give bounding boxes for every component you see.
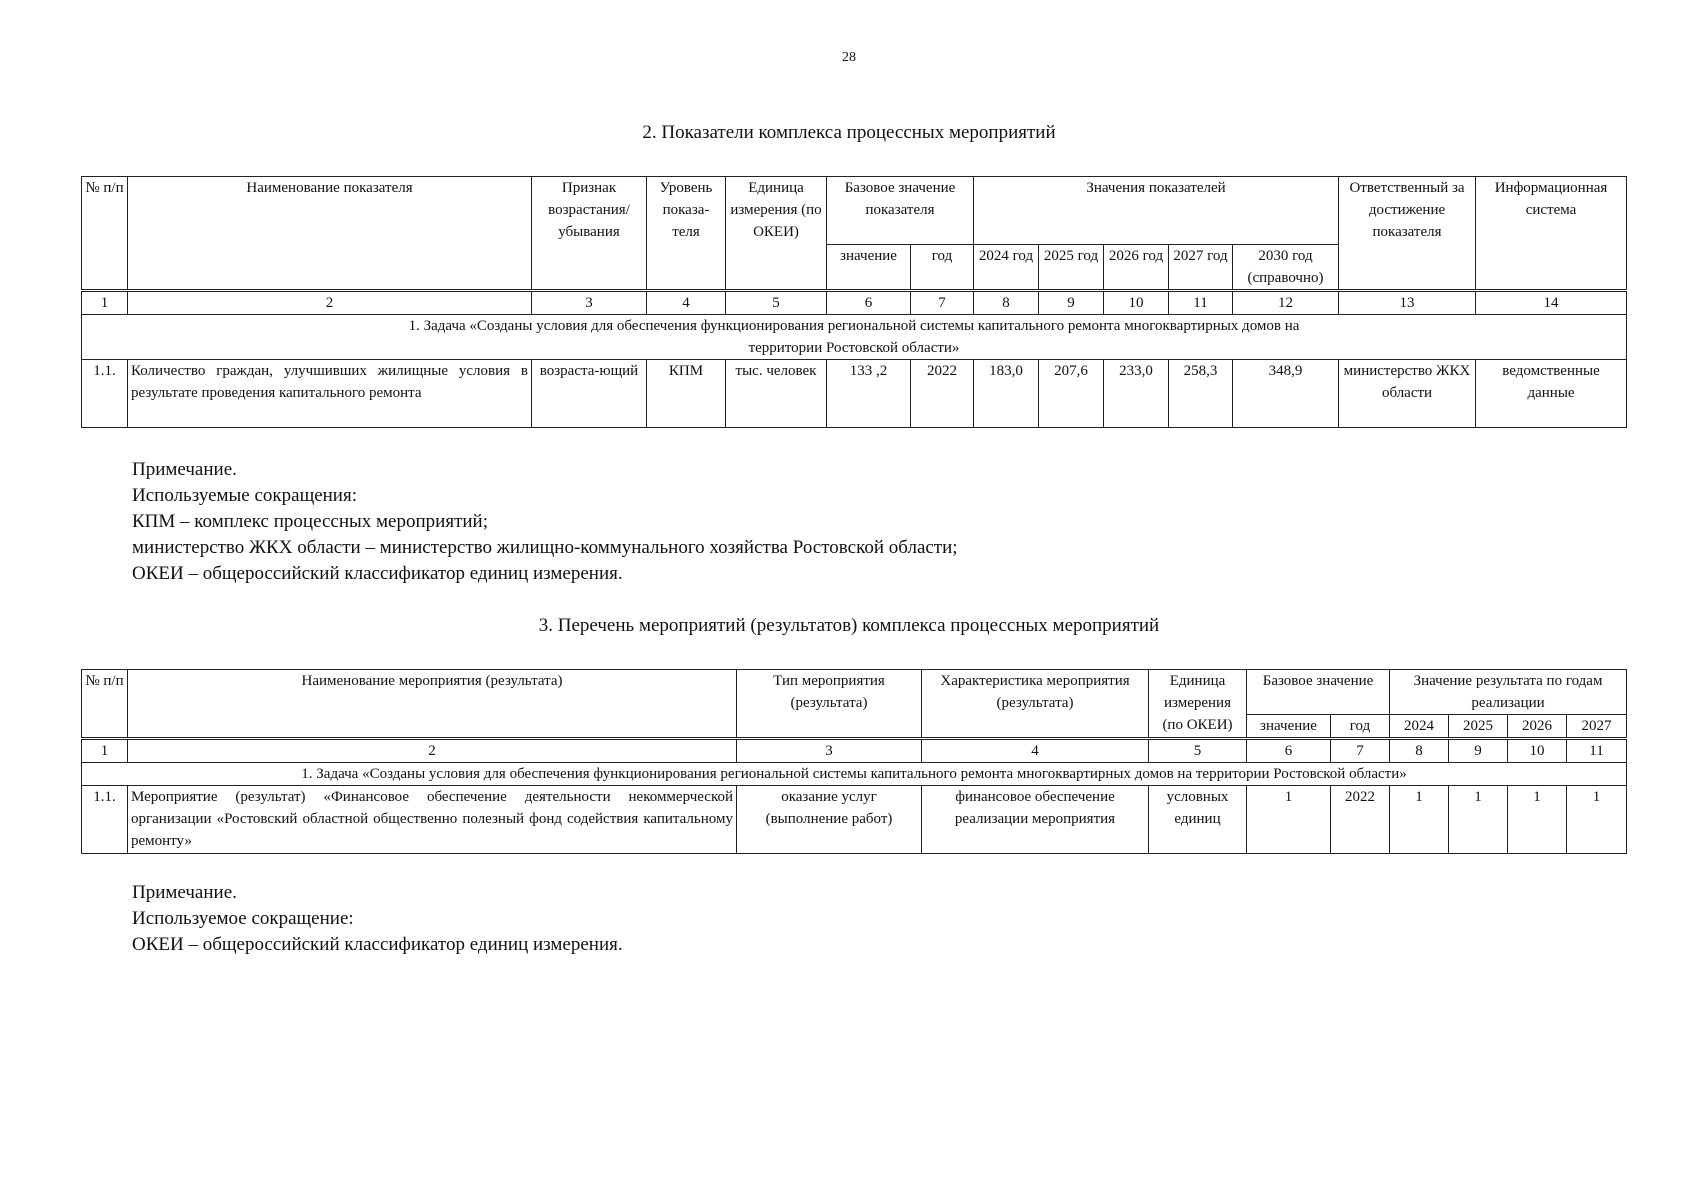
header-indicator-name: Наименование показателя (128, 177, 532, 291)
row-infosys: ведомственные данные (1476, 360, 1627, 428)
column-number: 4 (647, 291, 726, 315)
row-base-year: 2022 (911, 360, 974, 428)
header-num: № п/п (82, 177, 128, 291)
column-number: 6 (1247, 739, 1331, 763)
column-number: 11 (1567, 739, 1627, 763)
header-2024: 2024 год (974, 245, 1039, 291)
column-number: 5 (1149, 739, 1247, 763)
row-base-value: 1 (1247, 786, 1331, 854)
header-2025: 2025 год (1039, 245, 1104, 291)
header-base-value: значение (827, 245, 911, 291)
row-num: 1.1. (82, 360, 128, 428)
column-number: 6 (827, 291, 911, 315)
row-level: КПМ (647, 360, 726, 428)
indicators-table (81, 176, 1627, 428)
task-row: 1. Задача «Созданы условия для обеспечения функционирования региональной системы капитального ремонта многоквартирных домов на территории Ростовской области» (82, 763, 1627, 786)
row-value-2026: 233,0 (1104, 360, 1169, 428)
column-number: 4 (922, 739, 1149, 763)
column-number: 5 (726, 291, 827, 315)
row-num: 1.1. (82, 786, 128, 854)
column-number: 3 (737, 739, 922, 763)
header-activity-name: Наименование мероприятия (результата) (128, 670, 737, 739)
row-unit: тыс. человек (726, 360, 827, 428)
row-value-2025: 207,6 (1039, 360, 1104, 428)
note-line: министерство ЖКХ области – министерство жилищно-коммунального хозяйства Ростовской области; (132, 537, 958, 558)
header-base-year: год (911, 245, 974, 291)
notes-section-3 (132, 880, 623, 958)
column-number: 10 (1104, 291, 1169, 315)
row-activity-name: Мероприятие (результат) «Финансовое обеспечение деятельности некоммерческой организации «Ростовский областной общественно полезный фонд содействия капитальному ремонту» (128, 786, 737, 854)
header-characteristic: Характеристика мероприятия (результата) (922, 670, 1149, 739)
note-line: ОКЕИ – общероссийский классификатор единиц измерения. (132, 563, 623, 584)
header-2027: 2027 год (1169, 245, 1233, 291)
header-base: Базовое значение (1247, 670, 1390, 715)
column-number: 7 (1331, 739, 1390, 763)
note-line: ОКЕИ – общероссийский классификатор единиц измерения. (132, 934, 623, 955)
header-base-year: год (1331, 715, 1390, 739)
column-number: 3 (532, 291, 647, 315)
column-number: 8 (974, 291, 1039, 315)
row-value-2025: 1 (1449, 786, 1508, 854)
header-trend: Признак возрастания/ убывания (532, 177, 647, 291)
activities-table (81, 669, 1627, 854)
header-values: Значение результата по годам реализации (1390, 670, 1627, 715)
column-number: 13 (1339, 291, 1476, 315)
header-base-value: значение (1247, 715, 1331, 739)
notes-section-2 (132, 457, 958, 587)
row-value-2024: 1 (1390, 786, 1449, 854)
header-2025: 2025 (1449, 715, 1508, 739)
row-indicator-name: Количество граждан, улучшивших жилищные условия в результате проведения капитального ремонта (128, 360, 532, 428)
column-number: 9 (1039, 291, 1104, 315)
column-number: 1 (82, 291, 128, 315)
note-line: Используемое сокращение: (132, 908, 354, 929)
page-number: 28 (842, 50, 856, 65)
row-value-2027: 1 (1567, 786, 1627, 854)
row-activity-type: оказание услуг (выполнение работ) (737, 786, 922, 854)
note-line: Примечание. (132, 882, 237, 903)
header-infosys: Информационная система (1476, 177, 1627, 291)
header-responsible: Ответственный за достижение показателя (1339, 177, 1476, 291)
column-number: 2 (128, 739, 737, 763)
header-num: № п/п (82, 670, 128, 739)
header-2026: 2026 год (1104, 245, 1169, 291)
row-trend: возраста-ющий (532, 360, 647, 428)
header-base: Базовое значение показателя (827, 177, 974, 245)
row-base-year: 2022 (1331, 786, 1390, 854)
row-value-2024: 183,0 (974, 360, 1039, 428)
column-number: 2 (128, 291, 532, 315)
row-characteristic: финансовое обеспечение реализации мероприятия (922, 786, 1149, 854)
task-row: 1. Задача «Созданы условия для обеспечения функционирования региональной системы капитального ремонта многоквартирных домов на территории Ростовской области» (82, 315, 1627, 360)
header-activity-type: Тип мероприятия (результата) (737, 670, 922, 739)
column-number: 10 (1508, 739, 1567, 763)
column-number: 11 (1169, 291, 1233, 315)
note-line: Используемые сокращения: (132, 485, 357, 506)
header-2026: 2026 (1508, 715, 1567, 739)
header-unit: Единица измерения (по ОКЕИ) (726, 177, 827, 291)
column-number: 8 (1390, 739, 1449, 763)
header-values: Значения показателей (974, 177, 1339, 245)
column-number: 7 (911, 291, 974, 315)
row-value-2030: 348,9 (1233, 360, 1339, 428)
table-row (82, 786, 1627, 854)
column-number-row (82, 739, 1627, 763)
section-3-title: 3. Перечень мероприятий (результатов) комплекса процессных мероприятий (538, 615, 1160, 636)
column-number: 14 (1476, 291, 1627, 315)
note-line: КПМ – комплекс процессных мероприятий; (132, 511, 488, 532)
header-2027: 2027 (1567, 715, 1627, 739)
row-unit: условных единиц (1149, 786, 1247, 854)
table-row (82, 360, 1627, 428)
header-2024: 2024 (1390, 715, 1449, 739)
column-number: 1 (82, 739, 128, 763)
column-number: 9 (1449, 739, 1508, 763)
header-level: Уровень показа-теля (647, 177, 726, 291)
note-line: Примечание. (132, 459, 237, 480)
row-value-2026: 1 (1508, 786, 1567, 854)
row-responsible: министерство ЖКХ области (1339, 360, 1476, 428)
column-number: 12 (1233, 291, 1339, 315)
column-number-row (82, 291, 1627, 315)
section-2-title: 2. Показатели комплекса процессных мероприятий (642, 122, 1056, 143)
row-value-2027: 258,3 (1169, 360, 1233, 428)
row-base-value: 133 ,2 (827, 360, 911, 428)
header-2030: 2030 год (справочно) (1233, 245, 1339, 291)
header-unit: Единица измерения (по ОКЕИ) (1149, 670, 1247, 739)
